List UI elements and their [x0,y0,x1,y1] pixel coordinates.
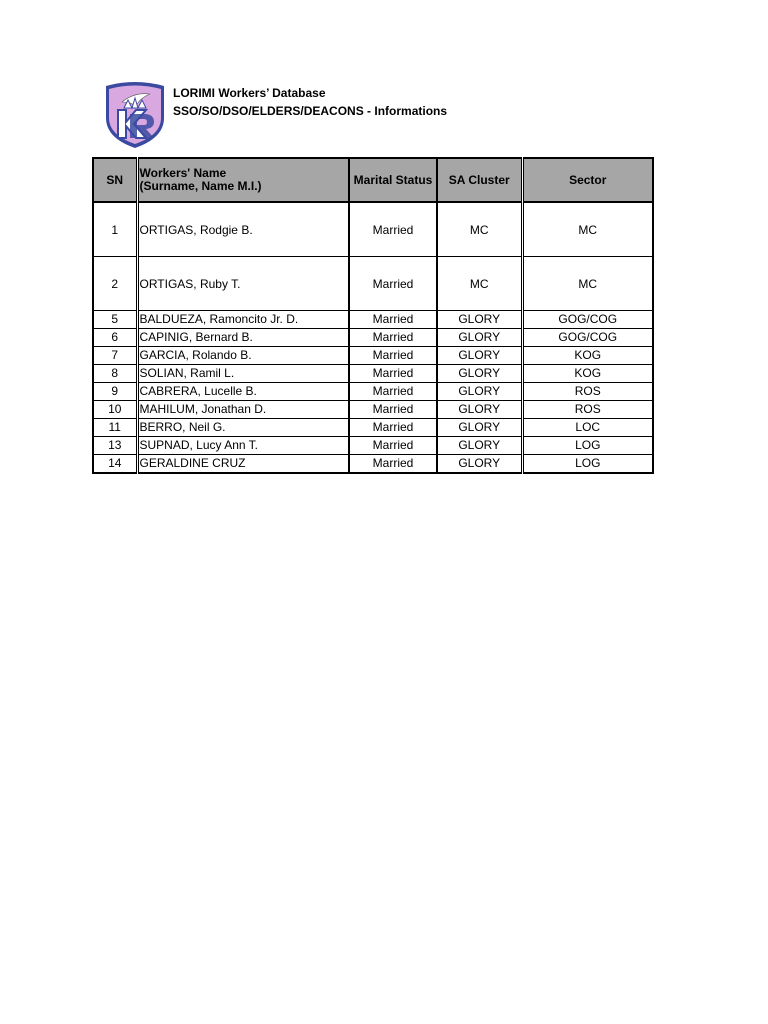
cell-marital: Married [349,437,437,455]
column-header-name [137,158,349,202]
cell-name: BERRO, Neil G. [137,419,349,437]
cell-sn: 8 [93,365,137,383]
cell-marital: Married [349,257,437,311]
cell-sector: GOG/COG [522,311,653,329]
cell-sector: MC [522,257,653,311]
cell-sector: GOG/COG [522,329,653,347]
cell-marital: Married [349,419,437,437]
cell-marital: Married [349,365,437,383]
cell-sector: KOG [522,347,653,365]
cell-cluster: GLORY [437,437,522,455]
column-header-name-line1: Workers' Name [139,166,227,180]
table-row [93,383,653,401]
cell-sn: 1 [93,202,137,257]
cell-name: BALDUEZA, Ramoncito Jr. D. [137,311,349,329]
column-header-name-line2: (Surname, Name M.I.) [139,179,262,193]
cell-cluster: GLORY [437,383,522,401]
cell-cluster: GLORY [437,365,522,383]
workers-table [92,157,654,474]
cell-marital: Married [349,329,437,347]
cell-sector: ROS [522,383,653,401]
column-header-sector: Sector [522,158,653,202]
column-header-cluster: SA Cluster [437,158,522,202]
cell-sn: 14 [93,455,137,474]
cell-marital: Married [349,383,437,401]
cell-name: ORTIGAS, Rodgie B. [137,202,349,257]
cell-sn: 2 [93,257,137,311]
cell-marital: Married [349,401,437,419]
cell-cluster: GLORY [437,311,522,329]
cell-sector: ROS [522,401,653,419]
cell-sn: 5 [93,311,137,329]
cell-sector: LOG [522,437,653,455]
cell-name: MAHILUM, Jonathan D. [137,401,349,419]
table-row [93,347,653,365]
cell-name: GERALDINE CRUZ [137,455,349,474]
cell-name: SUPNAD, Lucy Ann T. [137,437,349,455]
cell-cluster: GLORY [437,419,522,437]
cell-sn: 7 [93,347,137,365]
table-row [93,202,653,257]
cell-name: SOLIAN, Ramil L. [137,365,349,383]
cell-cluster: GLORY [437,347,522,365]
table-row [93,329,653,347]
table-row [93,419,653,437]
table-row [93,455,653,474]
table-row [93,437,653,455]
cell-cluster: GLORY [437,329,522,347]
cell-sector: KOG [522,365,653,383]
cell-cluster: MC [437,202,522,257]
cell-sector: MC [522,202,653,257]
cell-sn: 13 [93,437,137,455]
table-row [93,365,653,383]
cell-cluster: GLORY [437,455,522,474]
lorimi-logo [100,78,170,150]
cell-sector: LOC [522,419,653,437]
cell-name: ORTIGAS, Ruby T. [137,257,349,311]
cell-marital: Married [349,202,437,257]
cell-marital: Married [349,347,437,365]
table-row [93,401,653,419]
cell-name: CAPINIG, Bernard B. [137,329,349,347]
document-header [173,84,447,120]
column-header-sn: SN [93,158,137,202]
cell-sn: 9 [93,383,137,401]
table-row [93,311,653,329]
cell-sn: 11 [93,419,137,437]
cell-marital: Married [349,311,437,329]
document-title: LORIMI Workers’ Database [173,86,326,100]
column-header-marital: Marital Status [349,158,437,202]
cell-sn: 6 [93,329,137,347]
cell-sector: LOG [522,455,653,474]
table-header-row [93,158,653,202]
document-subtitle: SSO/SO/DSO/ELDERS/DEACONS - Informations [173,104,448,118]
cell-marital: Married [349,455,437,474]
cell-sn: 10 [93,401,137,419]
cell-name: GARCIA, Rolando B. [137,347,349,365]
table-row [93,257,653,311]
cell-name: CABRERA, Lucelle B. [137,383,349,401]
cell-cluster: GLORY [437,401,522,419]
cell-cluster: MC [437,257,522,311]
